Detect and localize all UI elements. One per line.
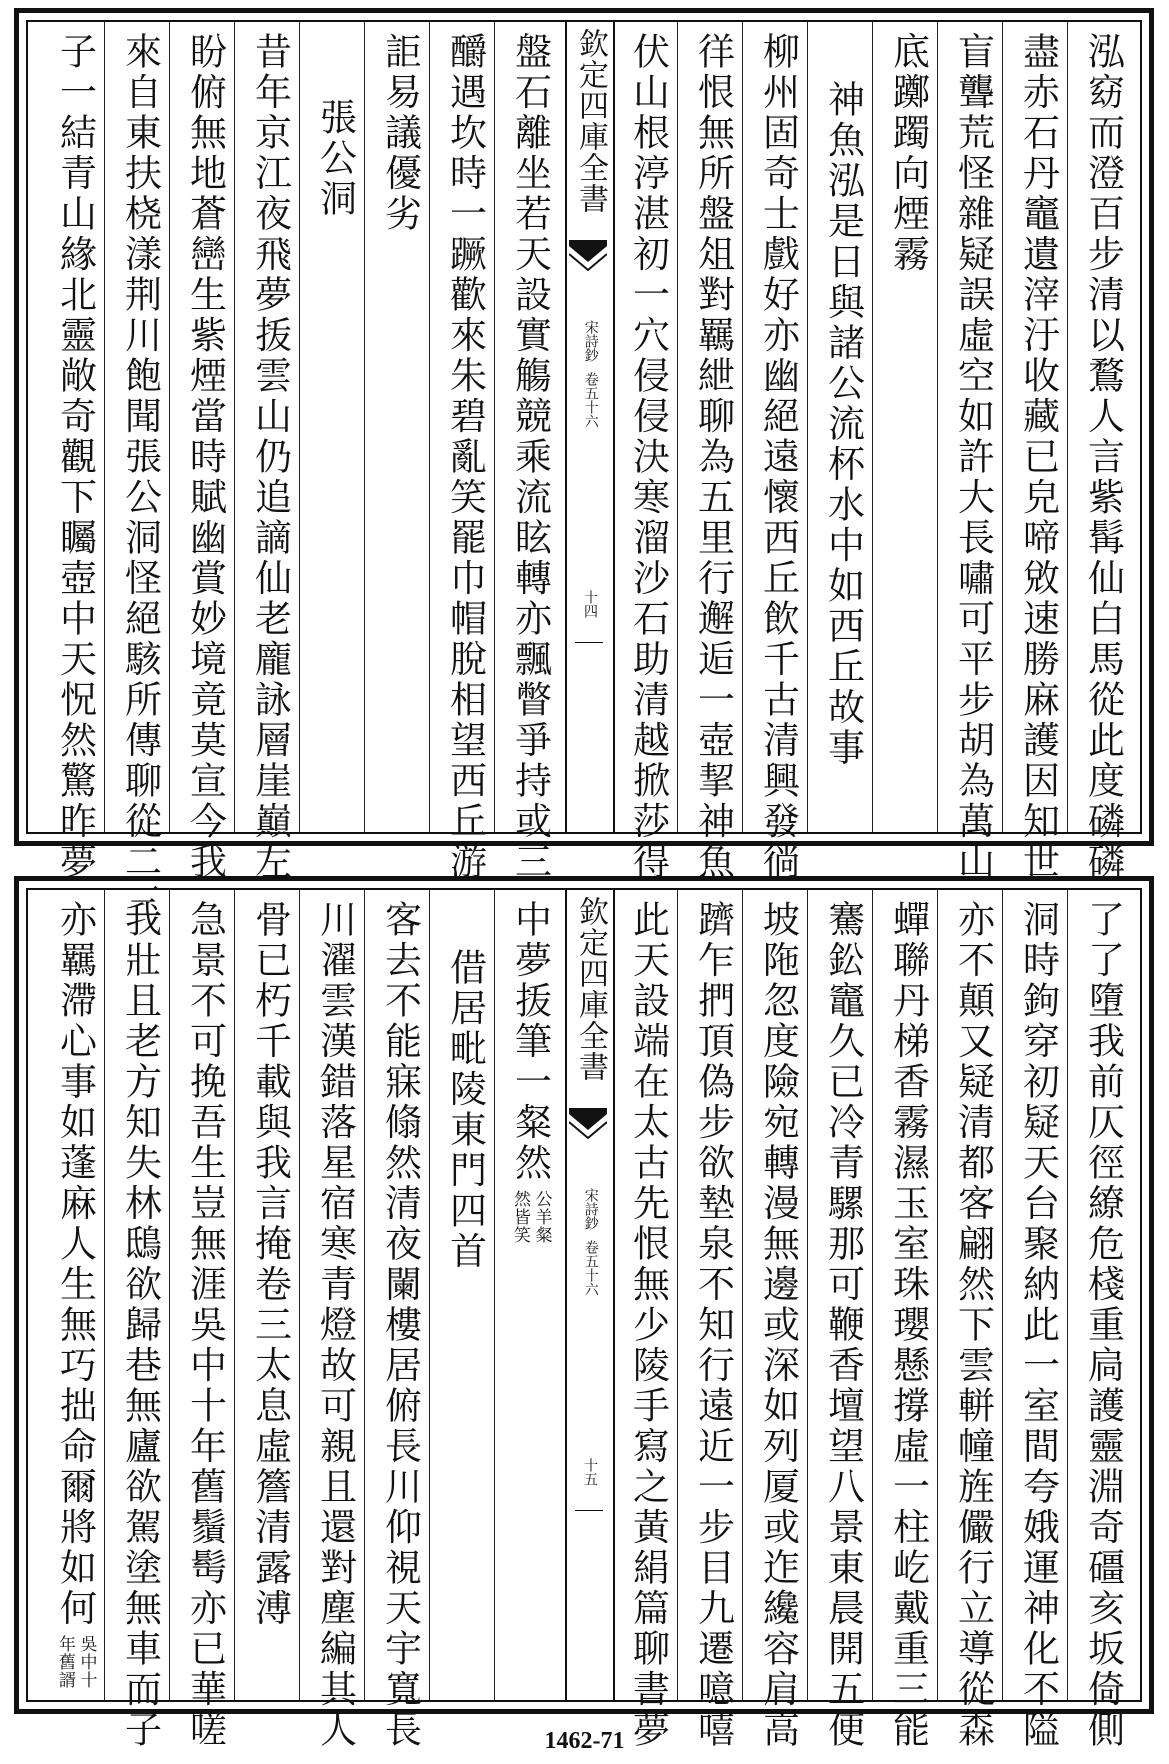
center-title: 欽定四庫全書 [573, 28, 608, 214]
fishtail-mark-icon [569, 1108, 607, 1144]
text-column: 盲聾荒怪雜疑誤虛空如許大長嘯可平步胡為萬山 [951, 32, 995, 883]
center-collection: 宋詩鈔 [582, 320, 599, 362]
text-column: 伏山根渟湛初一穴侵侵決寒溜沙石助清越掀莎得 [626, 32, 670, 883]
folio-number: 十五 [582, 1458, 598, 1486]
top-page [14, 8, 1154, 923]
text-column: 泓窈而澄百步清以鶩人言紫髯仙白馬從此度磷磷 [1081, 32, 1125, 883]
annotation-note: 公羊粲 然皆笑 [510, 1189, 552, 1244]
text-column: 亦羈滯心事如蓬麻人生無巧拙命爾將如何 吳中十 年舊諝 [53, 900, 97, 1689]
poem-heading: 借居毗陵東門四首 [443, 948, 487, 1272]
text-column: 來自東扶桡漾荆川飽聞張公洞怪絕駭所傳聊從二三 [118, 32, 162, 923]
text-column: 徉恨無所盤俎對羈紲聊為五里行邂逅一壺挈神魚 [691, 32, 735, 883]
text-column: 底躑躅向煙霧 [886, 32, 930, 275]
text-column: 子一結青山緣北靈敞奇觀下矚壺中天怳然驚昨夢 [53, 32, 97, 883]
text-column: 了了墮我前仄徑繚危棧重扃護靈淵奇礓亥坂倚側 [1081, 900, 1125, 1751]
text-column: 騫鈆竈久已冷青騾那可鞭香壇望八景東晨開五便 [821, 900, 865, 1751]
center-volume: 卷五十六 [582, 1240, 599, 1296]
page-code: 1462-71 [544, 1728, 625, 1754]
poem-title: 神魚泓是日與諸公流杯水中如西丘故事 [821, 80, 865, 769]
center-title: 欽定四庫全書 [573, 896, 608, 1082]
text-column: 盡赤石丹竈遺滓汙收藏已皃啼敓速勝麻護因知世 [1016, 32, 1060, 883]
text-column: 川濯雲漢錯落星宿寒青燈故可親且還對塵編其人 [313, 900, 357, 1751]
fishtail-mark-icon [569, 240, 607, 276]
center-column [565, 22, 615, 832]
text-column: 昔年京江夜飛夢㧞雲山仍追謫仙老龐詠層崖巔左 [248, 32, 292, 883]
center-volume: 卷五十六 [582, 372, 599, 428]
text-column: 躋乍捫頂偽步欲墊泉不知行遠近一步目九遷噫嘻 [691, 900, 735, 1751]
text-column: 盼俯無地蒼巒生紫煙當時賦幽賞妙境竟莫宣今我 [183, 32, 227, 883]
text-column: 我壯且老方知失林鴟欲歸巷無廬欲駕塗無車而子 [118, 900, 162, 1751]
text-column: 中夢㧞筆一粲然 公羊粲 然皆笑 [508, 900, 552, 1244]
folio-number: 十四 [582, 590, 598, 618]
center-collection: 宋詩鈔 [582, 1188, 599, 1230]
text-column: 柳州固奇士戲好亦幽絕遠懷西丘飲千古清興發徜 [756, 32, 800, 883]
text-column: 詎易議優劣 [378, 32, 422, 235]
text-column: 洞時鉤穿初疑天台聚納此一室間夸娥運神化不隘 [1016, 900, 1060, 1751]
text-column: 蟬聯丹梯香霧濕玉室珠瓔懸撐虛一柱屹戴重三能 [886, 900, 930, 1751]
poem-heading: 張公洞 [313, 98, 357, 220]
text-column: 骨已朽千載與我言掩卷三太息虛簷清露溥 [248, 900, 292, 1629]
annotation-note: 吳中十 年舊諝 [55, 1635, 97, 1689]
text-column: 坡陁忽度險宛轉漫無邊或深如列厦或迮纔容肩高 [756, 900, 800, 1751]
text-column: 盤石離坐若天設實觴競乘流眩轉亦飄瞥爭持或三 [508, 32, 552, 883]
text-column: 釂遇坎時一蹶歡來朱碧亂笑罷巾帽脫相望西丘游 [443, 32, 487, 883]
text-column: 急景不可挽吾生豈無涯吳中十年舊鬚髩亦已華嗟 [183, 900, 227, 1751]
top-page-frame [26, 20, 1142, 923]
text-column: 亦不顛又疑清都客翩然下雲軿幢旌儼行立導從森 [951, 900, 995, 1751]
text-column: 客去不能寐翛然清夜闌樓居俯長川仰視天宇寬長 [378, 900, 422, 1751]
text-column: 此天設端在太古先恨無少陵手寫之黃絹篇聊書夢 [626, 900, 670, 1751]
center-column [565, 890, 615, 1700]
